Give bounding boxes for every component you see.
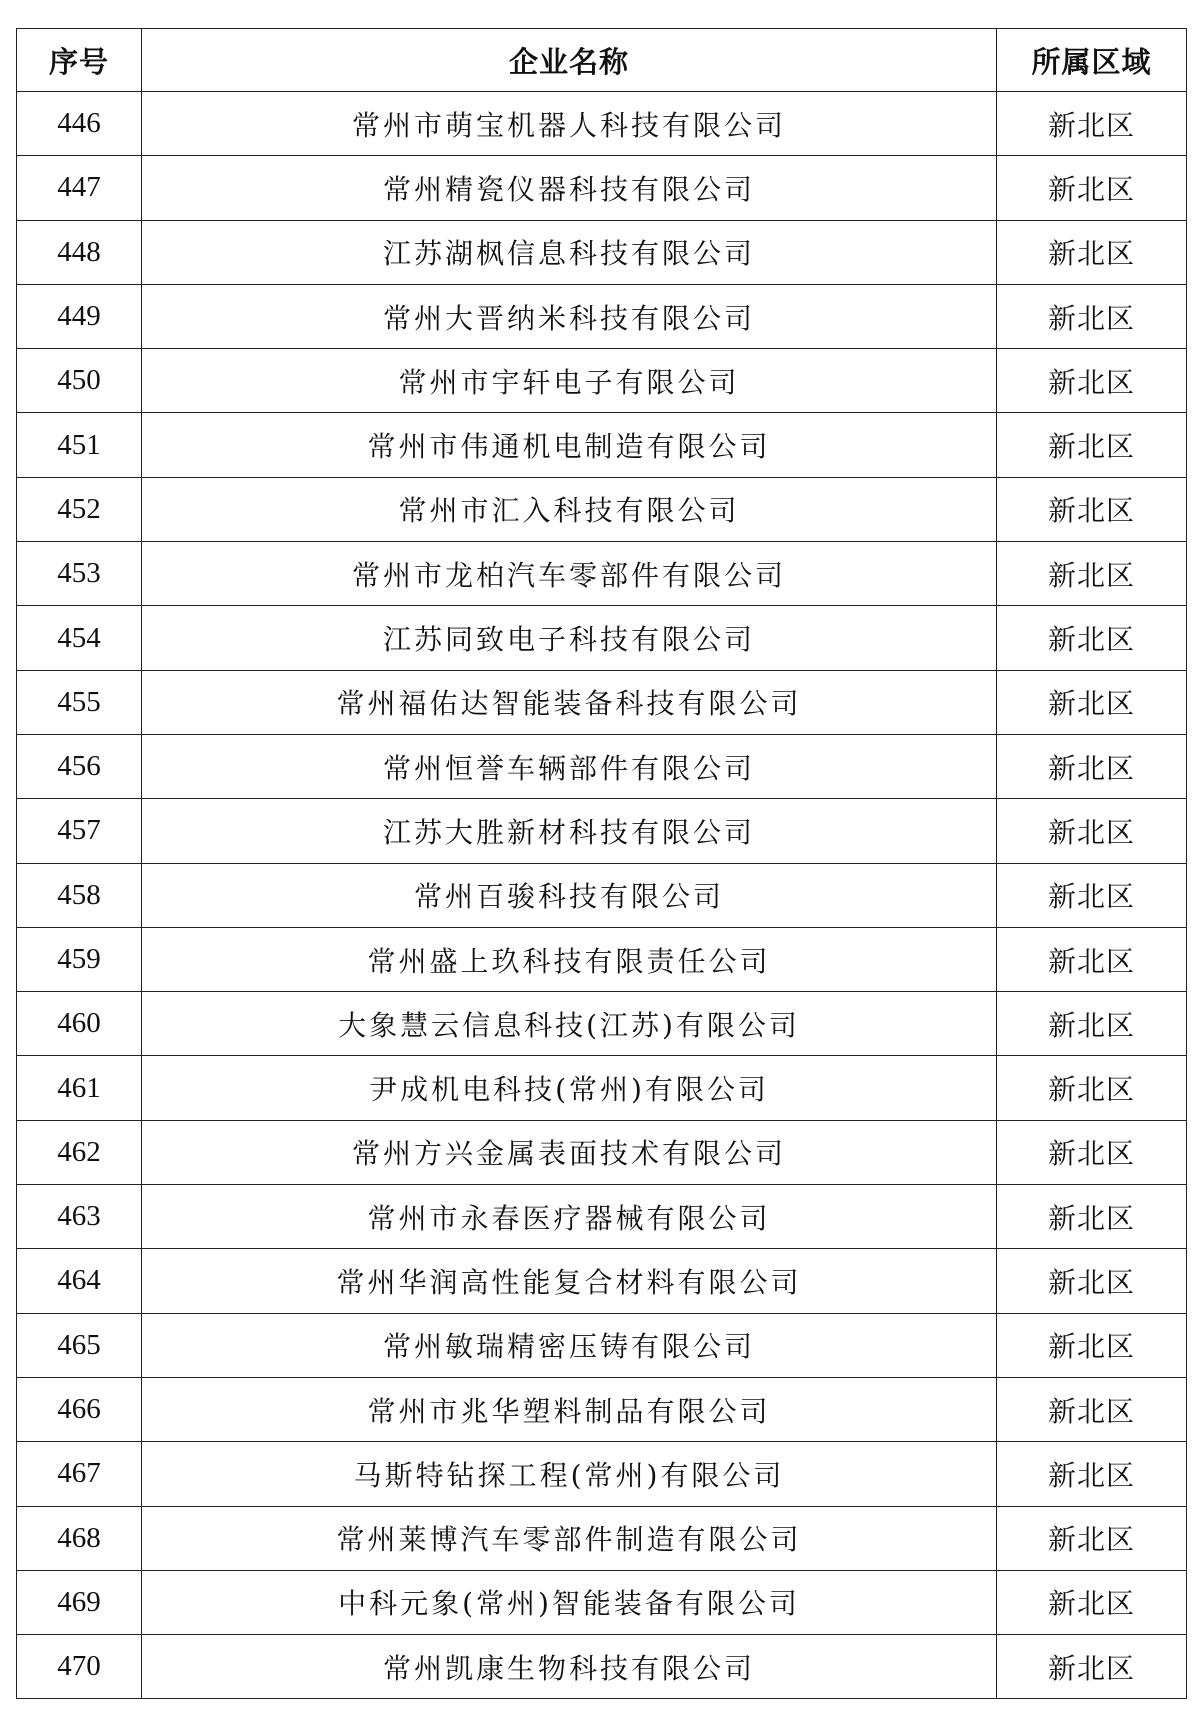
row-enterprise-name: 常州市汇入科技有限公司 (142, 477, 997, 541)
table-row (17, 284, 1187, 348)
row-district: 新北区 (997, 92, 1187, 156)
row-serial-number: 448 (17, 220, 142, 284)
row-district: 新北区 (997, 927, 1187, 991)
table-row (17, 734, 1187, 798)
row-serial-number: 469 (17, 1570, 142, 1634)
row-enterprise-name: 常州盛上玖科技有限责任公司 (142, 927, 997, 991)
row-district: 新北区 (997, 1120, 1187, 1184)
row-enterprise-name: 大象慧云信息科技(江苏)有限公司 (142, 992, 997, 1056)
row-serial-number: 454 (17, 606, 142, 670)
row-district: 新北区 (997, 220, 1187, 284)
enterprise-table (16, 28, 1187, 1699)
row-serial-number: 460 (17, 992, 142, 1056)
table-row (17, 863, 1187, 927)
table-row (17, 413, 1187, 477)
row-serial-number: 468 (17, 1506, 142, 1570)
row-district: 新北区 (997, 284, 1187, 348)
row-enterprise-name: 常州方兴金属表面技术有限公司 (142, 1120, 997, 1184)
table-row (17, 1313, 1187, 1377)
row-enterprise-name: 常州凯康生物科技有限公司 (142, 1635, 997, 1699)
row-district: 新北区 (997, 1313, 1187, 1377)
row-serial-number: 457 (17, 799, 142, 863)
row-serial-number: 467 (17, 1442, 142, 1506)
row-district: 新北区 (997, 1249, 1187, 1313)
row-serial-number: 450 (17, 349, 142, 413)
row-enterprise-name: 常州市龙柏汽车零部件有限公司 (142, 542, 997, 606)
row-district: 新北区 (997, 1506, 1187, 1570)
table-row (17, 156, 1187, 220)
table-row (17, 542, 1187, 606)
table-row (17, 670, 1187, 734)
table-header (17, 29, 1187, 92)
row-serial-number: 449 (17, 284, 142, 348)
row-enterprise-name: 常州莱博汽车零部件制造有限公司 (142, 1506, 997, 1570)
row-district: 新北区 (997, 992, 1187, 1056)
row-enterprise-name: 常州市永春医疗器械有限公司 (142, 1185, 997, 1249)
row-serial-number: 455 (17, 670, 142, 734)
row-enterprise-name: 常州市兆华塑料制品有限公司 (142, 1377, 997, 1441)
row-serial-number: 451 (17, 413, 142, 477)
row-district: 新北区 (997, 1442, 1187, 1506)
row-serial-number: 461 (17, 1056, 142, 1120)
table-row (17, 349, 1187, 413)
header-enterprise-name: 企业名称 (142, 29, 997, 92)
table-row (17, 992, 1187, 1056)
row-enterprise-name: 江苏湖枫信息科技有限公司 (142, 220, 997, 284)
row-district: 新北区 (997, 477, 1187, 541)
row-district: 新北区 (997, 349, 1187, 413)
table-row (17, 1120, 1187, 1184)
row-district: 新北区 (997, 1185, 1187, 1249)
row-serial-number: 459 (17, 927, 142, 991)
row-enterprise-name: 江苏同致电子科技有限公司 (142, 606, 997, 670)
table-row (17, 799, 1187, 863)
table-body (17, 92, 1187, 1699)
row-serial-number: 464 (17, 1249, 142, 1313)
row-enterprise-name: 常州市萌宝机器人科技有限公司 (142, 92, 997, 156)
row-serial-number: 470 (17, 1635, 142, 1699)
row-serial-number: 447 (17, 156, 142, 220)
row-district: 新北区 (997, 542, 1187, 606)
row-enterprise-name: 常州福佑达智能装备科技有限公司 (142, 670, 997, 734)
row-serial-number: 453 (17, 542, 142, 606)
table-row (17, 220, 1187, 284)
row-serial-number: 462 (17, 1120, 142, 1184)
table-row (17, 1056, 1187, 1120)
row-enterprise-name: 常州大晋纳米科技有限公司 (142, 284, 997, 348)
row-enterprise-name: 尹成机电科技(常州)有限公司 (142, 1056, 997, 1120)
table-row (17, 606, 1187, 670)
row-serial-number: 463 (17, 1185, 142, 1249)
table-row (17, 1377, 1187, 1441)
table-row (17, 927, 1187, 991)
row-enterprise-name: 江苏大胜新材科技有限公司 (142, 799, 997, 863)
row-serial-number: 465 (17, 1313, 142, 1377)
row-district: 新北区 (997, 1635, 1187, 1699)
row-enterprise-name: 常州市伟通机电制造有限公司 (142, 413, 997, 477)
row-enterprise-name: 常州恒誉车辆部件有限公司 (142, 734, 997, 798)
row-district: 新北区 (997, 606, 1187, 670)
header-district: 所属区域 (997, 29, 1187, 92)
row-enterprise-name: 常州敏瑞精密压铸有限公司 (142, 1313, 997, 1377)
table-row (17, 1635, 1187, 1699)
row-district: 新北区 (997, 413, 1187, 477)
table-row (17, 1249, 1187, 1313)
row-enterprise-name: 常州精瓷仪器科技有限公司 (142, 156, 997, 220)
row-district: 新北区 (997, 863, 1187, 927)
table-row (17, 1506, 1187, 1570)
row-enterprise-name: 常州百骏科技有限公司 (142, 863, 997, 927)
row-serial-number: 466 (17, 1377, 142, 1441)
row-serial-number: 458 (17, 863, 142, 927)
enterprise-list-sheet (16, 28, 1186, 1699)
table-row (17, 92, 1187, 156)
row-district: 新北区 (997, 670, 1187, 734)
row-district: 新北区 (997, 1377, 1187, 1441)
row-enterprise-name: 马斯特钻探工程(常州)有限公司 (142, 1442, 997, 1506)
row-serial-number: 456 (17, 734, 142, 798)
row-district: 新北区 (997, 734, 1187, 798)
table-row (17, 1442, 1187, 1506)
row-district: 新北区 (997, 156, 1187, 220)
row-enterprise-name: 常州市宇轩电子有限公司 (142, 349, 997, 413)
table-row (17, 477, 1187, 541)
row-enterprise-name: 常州华润高性能复合材料有限公司 (142, 1249, 997, 1313)
row-serial-number: 446 (17, 92, 142, 156)
row-district: 新北区 (997, 1056, 1187, 1120)
row-serial-number: 452 (17, 477, 142, 541)
header-row (17, 29, 1187, 92)
header-serial-number: 序号 (17, 29, 142, 92)
row-district: 新北区 (997, 1570, 1187, 1634)
table-row (17, 1185, 1187, 1249)
table-row (17, 1570, 1187, 1634)
row-enterprise-name: 中科元象(常州)智能装备有限公司 (142, 1570, 997, 1634)
row-district: 新北区 (997, 799, 1187, 863)
